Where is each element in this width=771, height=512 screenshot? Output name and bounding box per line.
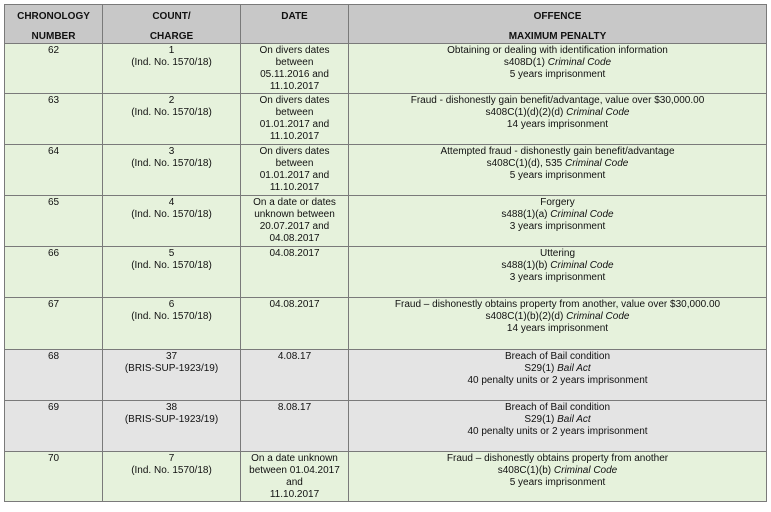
section-reference: s488(1)(a)	[501, 209, 551, 220]
offence-description: Fraud - dishonestly gain benefit/advantage, value over $30,000.00	[410, 95, 705, 106]
maximum-penalty: 5 years imprisonment	[509, 477, 606, 488]
count-number: 3	[168, 146, 175, 157]
act-name: Bail Act	[557, 414, 591, 425]
date-cell	[241, 298, 349, 350]
offence-description: Obtaining or dealing with identification information	[447, 45, 668, 56]
act-name: Criminal Code	[565, 158, 629, 169]
indictment-number: (Ind. No. 1570/18)	[131, 57, 212, 68]
chronology-number-cell: 70	[5, 452, 103, 502]
section-reference: s408D(1)	[503, 57, 548, 68]
offence-cell	[349, 145, 767, 196]
maximum-penalty: 5 years imprisonment	[509, 170, 606, 181]
date-line: On divers dates between	[259, 45, 330, 68]
chronology-number-cell: 65	[5, 196, 103, 247]
count-number: 1	[168, 45, 175, 56]
date-line: 01.01.2017 and	[259, 119, 330, 130]
offence-cell	[349, 247, 767, 298]
date-line: 04.08.2017	[269, 248, 320, 259]
section-reference: s408C(1)(b)	[497, 465, 554, 476]
date-line: On a date or dates	[253, 197, 336, 208]
offence-cell	[349, 196, 767, 247]
count-number: 4	[168, 197, 175, 208]
count-charge-cell	[103, 298, 241, 350]
section-reference: s408C(1)(b)(2)(d)	[485, 311, 567, 322]
legislation-reference	[351, 414, 764, 426]
count-charge-cell	[103, 44, 241, 94]
date-line: 8.08.17	[277, 402, 312, 413]
table-body	[5, 44, 767, 502]
date-cell	[241, 452, 349, 502]
act-name: Criminal Code	[550, 209, 614, 220]
table-row	[5, 298, 767, 350]
header-chronology-number: CHRONOLOGY NUMBER	[5, 5, 103, 44]
table-row	[5, 452, 767, 502]
legislation-reference	[351, 158, 764, 170]
section-reference: S29(1)	[524, 363, 558, 374]
date-cell	[241, 94, 349, 145]
date-line: 04.08.2017	[269, 299, 320, 310]
chronology-number-cell: 63	[5, 94, 103, 145]
header-offence: OFFENCE MAXIMUM PENALTY	[349, 5, 767, 44]
count-number: 5	[168, 248, 175, 259]
date-cell	[241, 401, 349, 452]
indictment-number: (Ind. No. 1570/18)	[131, 260, 212, 271]
count-number: 38	[165, 402, 178, 413]
header-row	[5, 5, 767, 44]
count-number: 7	[168, 453, 175, 464]
offence-description: Breach of Bail condition	[504, 402, 611, 413]
date-line: between 01.04.2017 and	[249, 465, 340, 488]
indictment-number: (Ind. No. 1570/18)	[131, 107, 212, 118]
count-charge-cell	[103, 247, 241, 298]
count-number: 37	[165, 351, 178, 362]
header-date: DATE	[241, 5, 349, 44]
date-line: 20.07.2017 and	[259, 221, 330, 232]
act-name: Criminal Code	[566, 107, 630, 118]
maximum-penalty: 40 penalty units or 2 years imprisonment	[467, 375, 648, 386]
offence-description: Fraud – dishonestly obtains property from another, value over $30,000.00	[394, 299, 721, 310]
table-row	[5, 196, 767, 247]
date-cell	[241, 145, 349, 196]
count-charge-cell	[103, 350, 241, 401]
count-number: 2	[168, 95, 175, 106]
section-reference: s488(1)(b)	[501, 260, 551, 271]
section-reference: s408C(1)(d), 535	[486, 158, 565, 169]
maximum-penalty: 3 years imprisonment	[509, 221, 606, 232]
table-row	[5, 44, 767, 94]
chronology-number-cell: 62	[5, 44, 103, 94]
chronology-number-cell: 66	[5, 247, 103, 298]
maximum-penalty: 14 years imprisonment	[506, 323, 609, 334]
date-line: 05.11.2016 and	[260, 69, 329, 80]
offence-description: Forgery	[540, 197, 575, 208]
date-line: unknown between	[254, 209, 335, 220]
offence-cell	[349, 350, 767, 401]
maximum-penalty: 40 penalty units or 2 years imprisonment	[467, 426, 648, 437]
date-line: 04.08.2017	[269, 233, 320, 244]
date-line: 11.10.2017	[269, 131, 320, 142]
date-line: 11.10.2017	[269, 489, 320, 500]
date-line: 11.10.2017	[269, 182, 320, 193]
date-line: On divers dates between	[259, 146, 330, 169]
section-reference: S29(1)	[524, 414, 558, 425]
table-row	[5, 350, 767, 401]
offence-cell	[349, 298, 767, 350]
chronology-number-cell: 68	[5, 350, 103, 401]
date-line: On a date unknown	[251, 453, 338, 464]
act-name: Criminal Code	[566, 311, 630, 322]
indictment-number: (BRIS-SUP-1923/19)	[124, 414, 219, 425]
offence-description: Fraud – dishonestly obtains property from another	[446, 453, 669, 464]
table-row	[5, 94, 767, 145]
act-name: Criminal Code	[547, 57, 612, 68]
date-cell	[241, 247, 349, 298]
chronology-number-cell: 69	[5, 401, 103, 452]
table-row	[5, 145, 767, 196]
chronology-number-cell: 64	[5, 145, 103, 196]
legislation-reference	[351, 107, 764, 119]
table-row	[5, 401, 767, 452]
legislation-reference	[351, 209, 764, 221]
chronology-number-cell: 67	[5, 298, 103, 350]
legislation-reference	[351, 311, 764, 323]
legislation-reference	[351, 57, 764, 69]
act-name: Criminal Code	[550, 260, 614, 271]
offence-description: Uttering	[539, 248, 575, 259]
count-charge-cell	[103, 452, 241, 502]
count-charge-cell	[103, 145, 241, 196]
date-cell	[241, 196, 349, 247]
legislation-reference	[351, 465, 764, 477]
maximum-penalty: 5 years imprisonment	[509, 69, 606, 80]
date-cell	[241, 350, 349, 401]
date-line: 4.08.17	[277, 351, 312, 362]
count-charge-cell	[103, 94, 241, 145]
date-line: On divers dates between	[259, 95, 330, 118]
offence-description: Attempted fraud - dishonestly gain benefit/advantage	[440, 146, 675, 157]
chronology-table	[4, 4, 767, 502]
date-line: 01.01.2017 and	[259, 170, 330, 181]
indictment-number: (Ind. No. 1570/18)	[131, 158, 212, 169]
offence-cell	[349, 401, 767, 452]
count-number: 6	[168, 299, 175, 310]
act-name: Bail Act	[557, 363, 591, 374]
maximum-penalty: 14 years imprisonment	[506, 119, 609, 130]
offence-description: Breach of Bail condition	[504, 351, 611, 362]
section-reference: s408C(1)(d)(2)(d)	[485, 107, 567, 118]
indictment-number: (Ind. No. 1570/18)	[131, 209, 212, 220]
table-row	[5, 247, 767, 298]
maximum-penalty: 3 years imprisonment	[509, 272, 606, 283]
legislation-reference	[351, 260, 764, 272]
indictment-number: (Ind. No. 1570/18)	[131, 311, 212, 322]
indictment-number: (BRIS-SUP-1923/19)	[124, 363, 219, 374]
date-cell	[241, 44, 349, 94]
offence-cell	[349, 44, 767, 94]
indictment-number: (Ind. No. 1570/18)	[131, 465, 212, 476]
date-line: 11.10.2017	[269, 81, 320, 92]
count-charge-cell	[103, 196, 241, 247]
offence-cell	[349, 94, 767, 145]
act-name: Criminal Code	[553, 465, 618, 476]
legislation-reference	[351, 363, 764, 375]
count-charge-cell	[103, 401, 241, 452]
offence-cell	[349, 452, 767, 502]
header-count-charge: COUNT/ CHARGE	[103, 5, 241, 44]
